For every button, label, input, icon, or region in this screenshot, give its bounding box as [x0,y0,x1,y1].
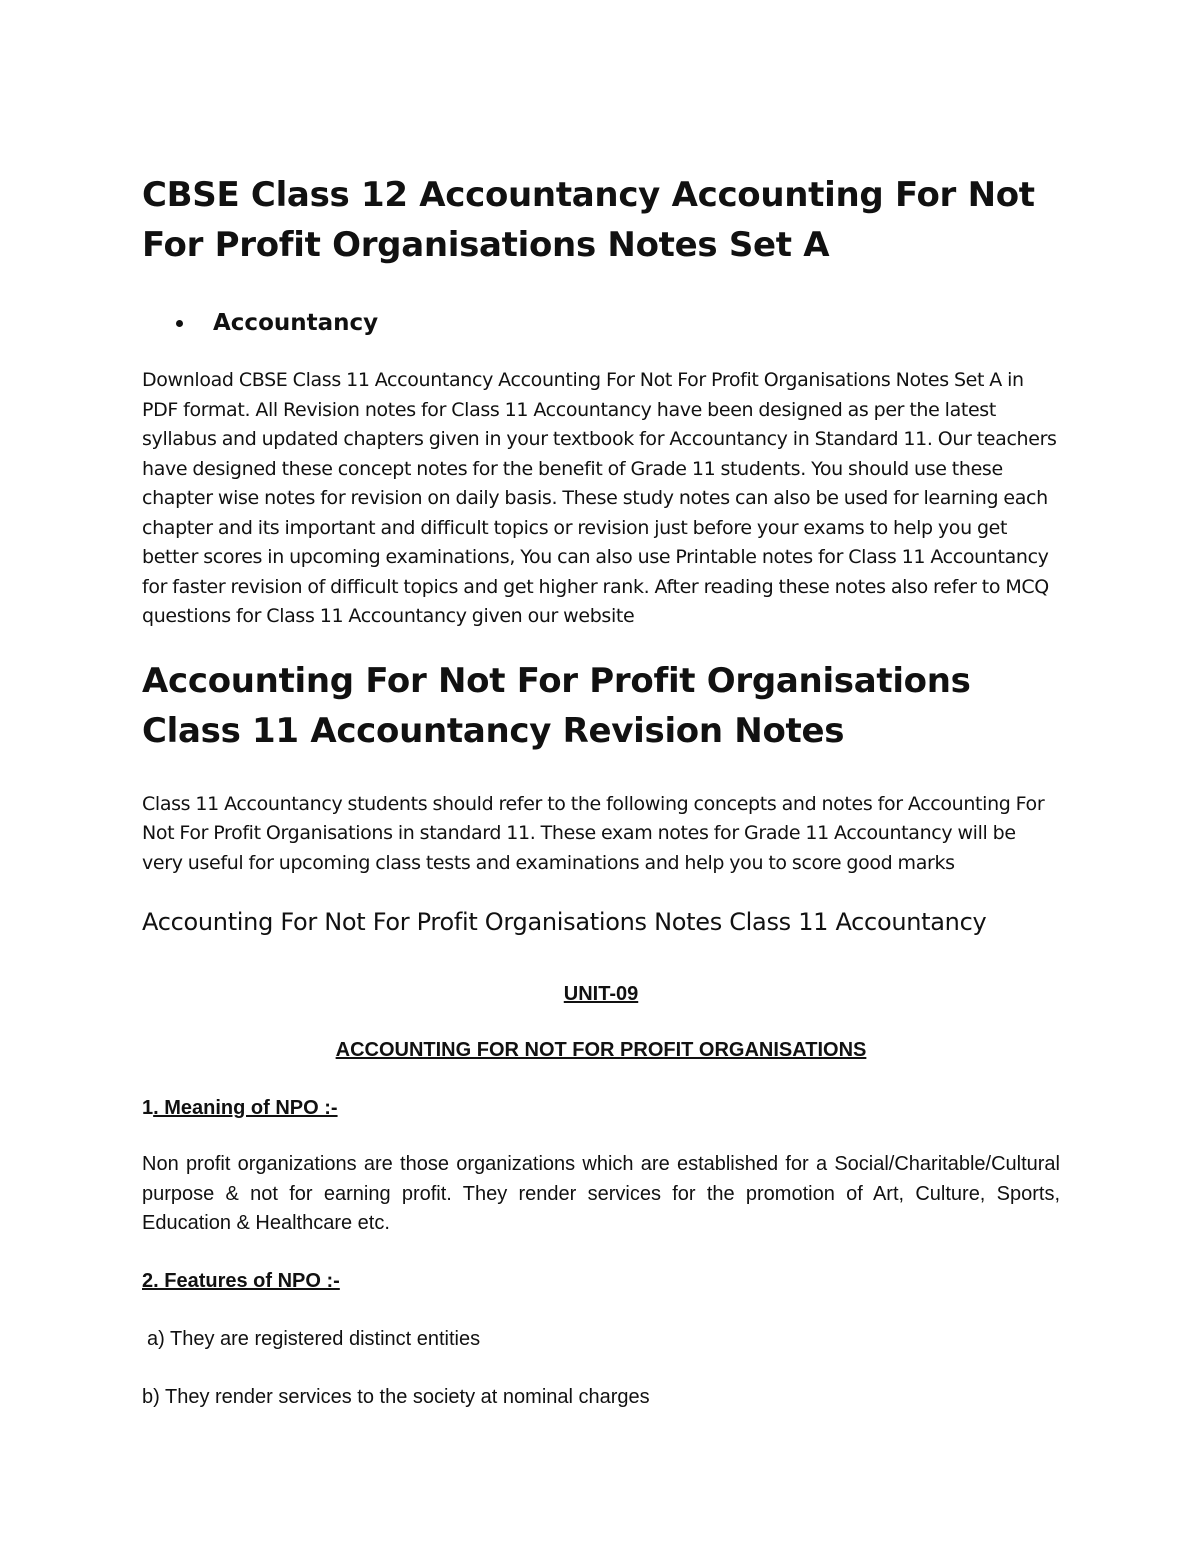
subheading: Accounting For Not For Profit Organisations Notes Class 11 Accountancy [142,908,987,936]
feature-item: b) They render services to the society at nominal charges [142,1385,650,1408]
category-label: Accountancy [213,310,379,336]
category-list [142,308,1060,338]
bullet-dot-icon [176,320,183,327]
features-heading [142,1267,1060,1295]
meaning-heading [142,1094,1060,1122]
feature-item: a) They are registered distinct entities [147,1327,481,1350]
category-item[interactable] [142,308,1060,338]
meaning-heading-text: . Meaning of NPO :- [153,1097,338,1119]
intro-paragraph: Download CBSE Class 11 Accountancy Accounting For Not For Profit Organisations Notes Set A in PDF format. All Revision notes for Class 11 Accountancy have been designed as per the latest syllabus and updated chapters given in your textbook for Accountancy in Standard 11. Our teachers have designed these concept notes for the benefit of Grade 11 students. You should use these chapter wise notes for revision on daily basis. These study notes can also be used for learning each chapter and its important and difficult topics or revision just before your exams to help you get better scores in upcoming examinations, You can also use Printable notes for Class 11 Accountancy for faster revision of difficult topics and get higher rank. After reading these notes also refer to MCQ questions for Class 11 Accountancy given our website [142,369,1057,627]
document-page [142,170,1060,1411]
unit-title: ACCOUNTING FOR NOT FOR PROFIT ORGANISATIONS [335,1039,867,1061]
section-heading: Accounting For Not For Profit Organisations Class 11 Accountancy Revision Notes [142,660,971,751]
meaning-number: 1 [142,1097,154,1119]
unit-label: UNIT-09 [563,983,639,1005]
document-title: CBSE Class 12 Accountancy Accounting For Not For Profit Organisations Notes Set A [142,175,1035,265]
section-paragraph: Class 11 Accountancy students should refer to the following concepts and notes for Accounting For Not For Profit Organisations in standard 11. These exam notes for Grade 11 Accountancy will be very useful for upcoming class tests and examinations and help you to score good marks [142,792,1045,874]
meaning-text: Non profit organizations are those organizations which are established for a Social/Charitable/Cultural purpose & not for earning profit. They render services for the promotion of Art, Culture, Sports, Education & Healthcare etc. [142,1153,1060,1234]
features-heading-text: 2. Features of NPO :- [142,1269,340,1292]
